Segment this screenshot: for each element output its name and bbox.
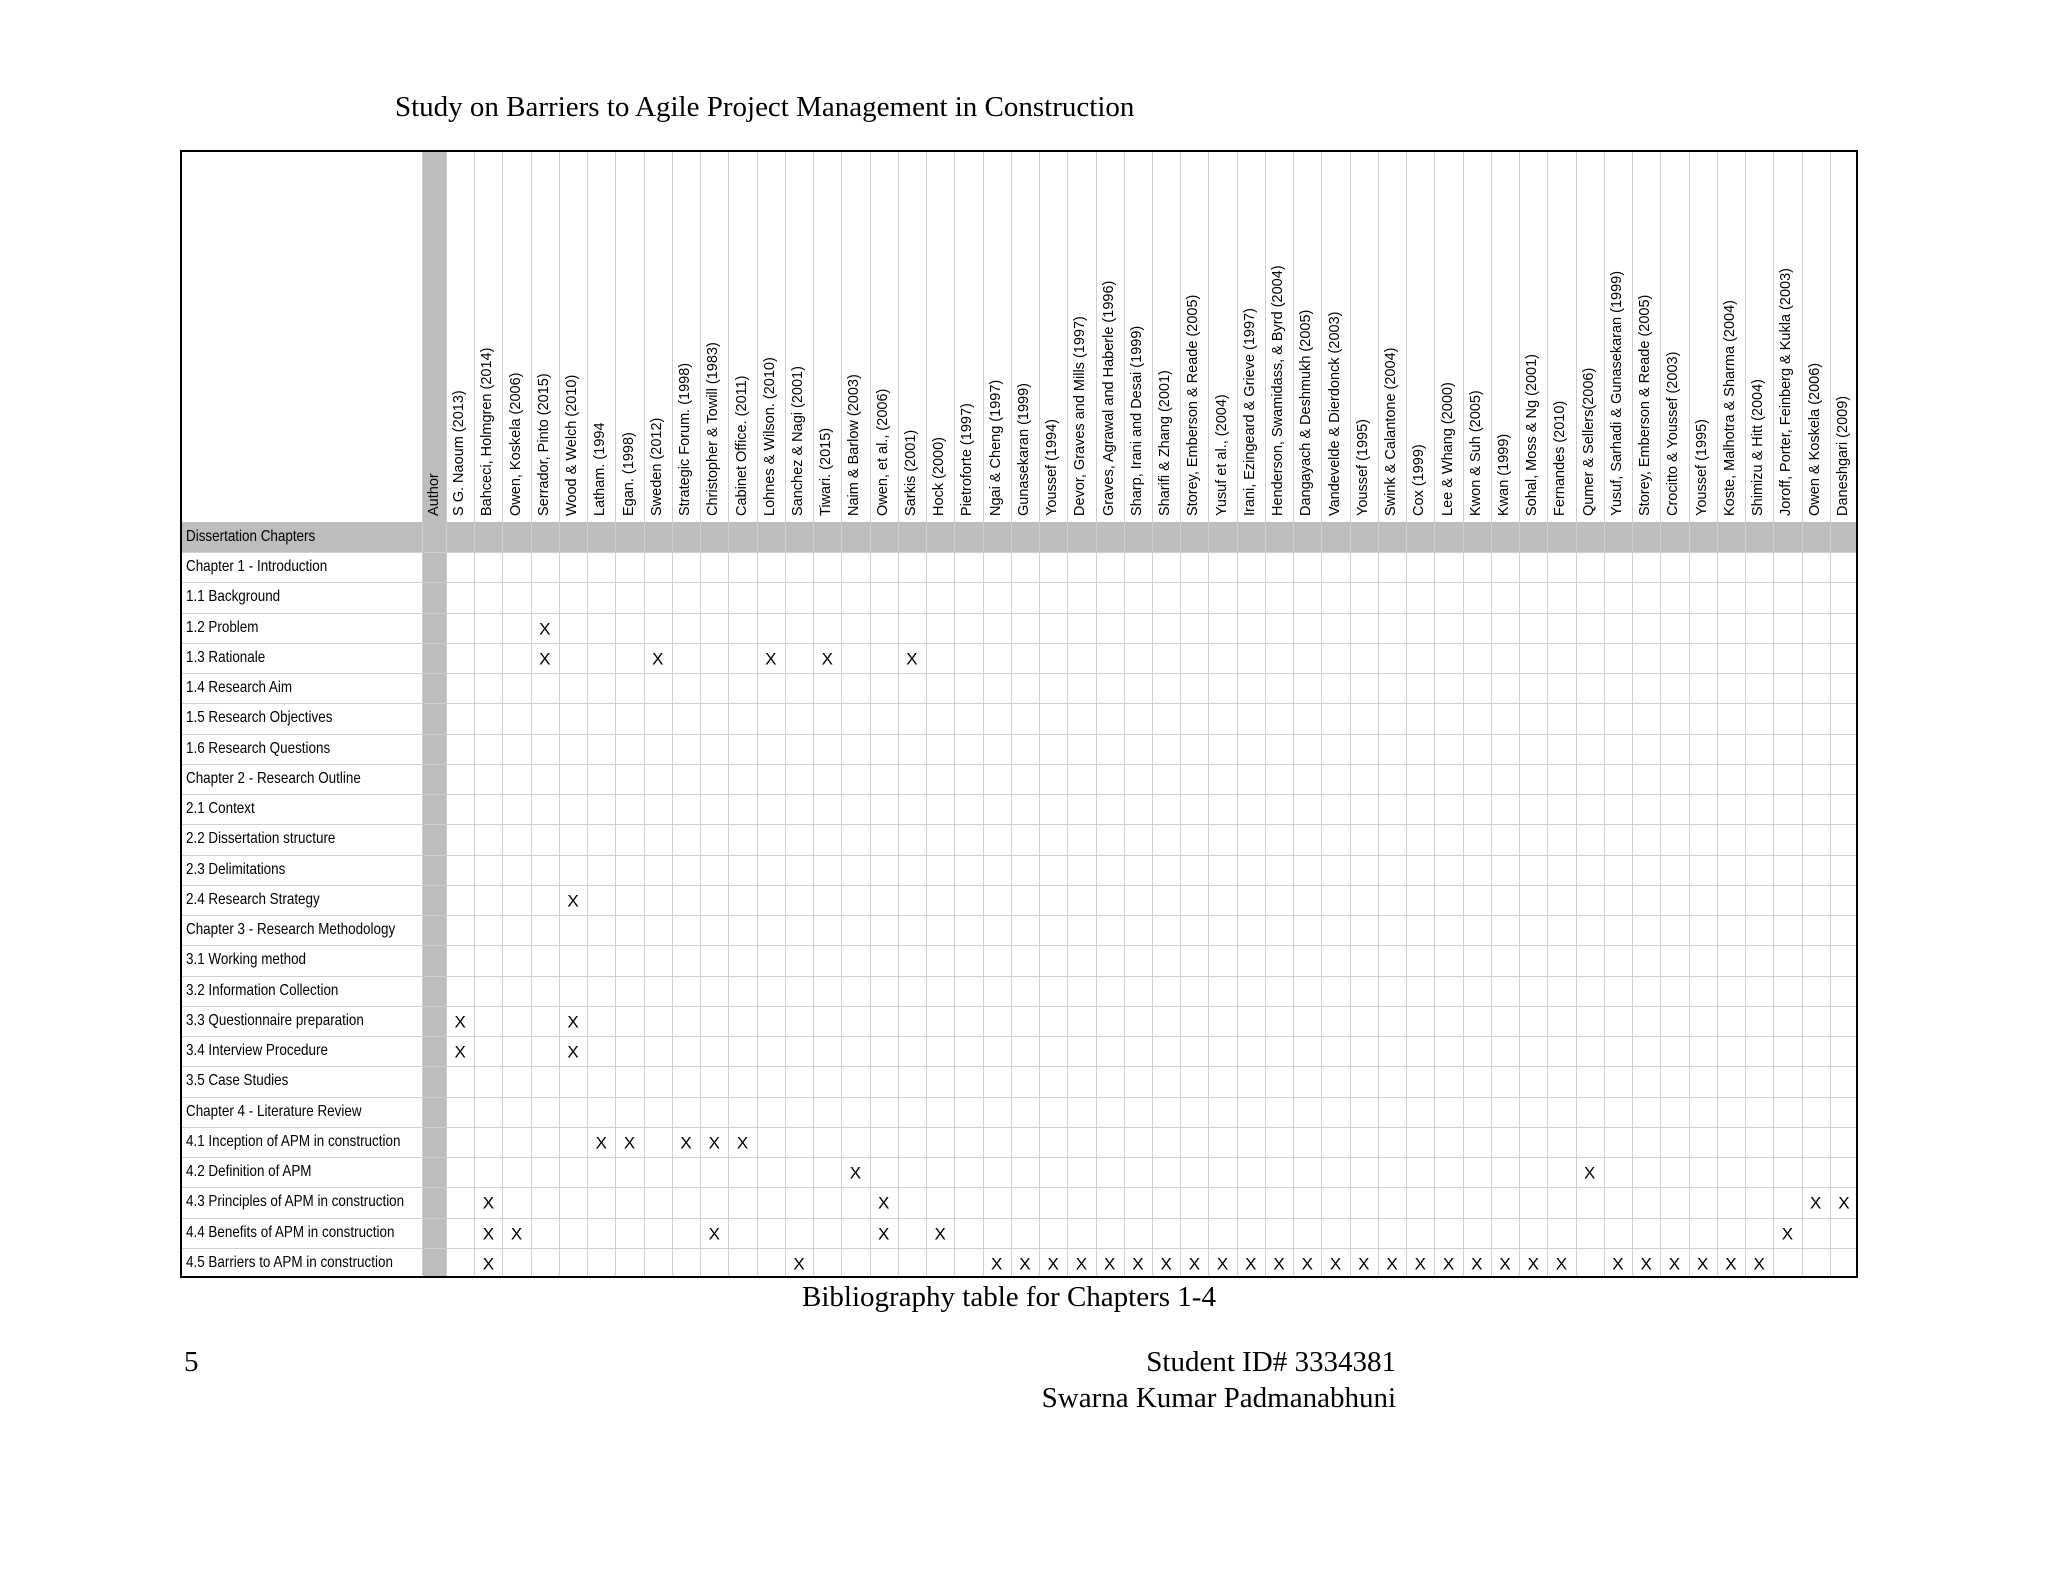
citation-mark: X (567, 891, 579, 911)
citation-mark: X (934, 1224, 946, 1244)
author-column-header: Wood & Welch (2010) (564, 374, 581, 516)
author-header: Author (426, 473, 442, 516)
author-column-header: Yusuf et al., (2004) (1213, 394, 1230, 516)
citation-mark: X (1781, 1224, 1794, 1244)
citation-mark: X (539, 619, 551, 639)
author-column-header: Latham. (1994 (592, 422, 609, 516)
author-column-header: Sharp, Irani and Desai (1999) (1128, 325, 1145, 516)
grid-hline (182, 885, 1856, 886)
grid-hline (182, 855, 1856, 856)
citation-mark: X (1301, 1254, 1313, 1274)
bibliography-table (180, 150, 1858, 1278)
grid-hline (182, 643, 1856, 644)
grid-vline (531, 152, 532, 1276)
grid-hline (182, 1248, 1856, 1249)
citation-mark: X (1075, 1254, 1088, 1274)
citation-mark: X (1216, 1254, 1229, 1274)
grid-hline (182, 552, 1856, 553)
author-column-header: Sweden (2012) (648, 417, 665, 516)
grid-vline (785, 152, 786, 1276)
citation-mark: X (1442, 1254, 1455, 1274)
grid-vline (1067, 152, 1068, 1276)
chapter-row-label: 1.1 Background (186, 588, 281, 606)
grid-vline (587, 152, 588, 1276)
grid-vline (728, 152, 729, 1276)
citation-mark: X (567, 1042, 579, 1062)
author-column-header: Graves, Agrawal and Haberle (1996) (1100, 280, 1117, 516)
citation-mark: X (1809, 1193, 1822, 1213)
citation-mark: X (821, 649, 833, 669)
grid-vline (1745, 152, 1746, 1276)
grid-vline (1604, 152, 1605, 1276)
citation-mark: X (878, 1193, 890, 1213)
author-column-header: Ngai & Cheng (1997) (987, 379, 1004, 516)
grid-hline (182, 824, 1856, 825)
grid-vline (1802, 152, 1803, 1276)
author-column-header: Bahceci, Holmgren (2014) (479, 347, 496, 516)
chapter-row-label: Chapter 1 - Introduction (186, 558, 328, 576)
grid-vline (1830, 152, 1831, 1276)
author-column-band (422, 152, 446, 1276)
grid-vline (1180, 152, 1181, 1276)
chapters-header-band (182, 522, 1856, 552)
citation-mark: X (454, 1012, 466, 1032)
grid-vline (1152, 152, 1153, 1276)
grid-hline (182, 976, 1856, 977)
author-column-header: Owen, Koskela (2006) (507, 372, 524, 516)
citation-mark: X (1245, 1254, 1257, 1274)
grid-vline (1406, 152, 1407, 1276)
author-column-header: Serrador, Pinto (2015) (535, 373, 552, 516)
author-column-header: Joroff, Porter, Feinberg & Kukla (2003) (1778, 268, 1795, 516)
grid-vline (1547, 152, 1548, 1276)
citation-mark: X (765, 649, 777, 669)
chapter-row-label: 2.1 Context (186, 800, 255, 818)
chapter-row-label: 4.2 Definition of APM (186, 1163, 312, 1181)
page-number: 5 (184, 1346, 199, 1378)
citation-mark: X (567, 1012, 579, 1032)
author-column-header: Storey, Emberson & Reade (2005) (1185, 294, 1202, 516)
grid-vline (672, 152, 673, 1276)
citation-mark: X (708, 1133, 720, 1153)
grid-hline (182, 945, 1856, 946)
citation-mark: X (482, 1254, 495, 1274)
grid-hline (182, 582, 1856, 583)
author-column-header: Sarkis (2001) (902, 429, 919, 516)
author-column-header: Sanchez & Nagi (2001) (790, 366, 806, 516)
grid-vline (559, 152, 560, 1276)
grid-vline (1576, 152, 1577, 1276)
citation-mark: X (906, 649, 918, 669)
dissertation-chapters-header: Dissertation Chapters (186, 528, 316, 545)
grid-hline (182, 613, 1856, 614)
author-column-header: Christopher & Towill (1983) (705, 342, 722, 516)
grid-vline (1096, 152, 1097, 1276)
citation-mark: X (1160, 1254, 1172, 1274)
author-column-header: Henderson, Swamidass, & Byrd (2004) (1270, 265, 1287, 516)
grid-vline (1519, 152, 1520, 1276)
chapter-row-label: 4.5 Barriers to APM in construction (186, 1253, 393, 1271)
citation-mark: X (1753, 1254, 1765, 1274)
citation-mark: X (1725, 1254, 1737, 1274)
grid-vline (1208, 152, 1209, 1276)
author-column-header: Kwan (1999) (1496, 433, 1512, 516)
grid-hline (182, 794, 1856, 795)
table-caption: Bibliography table for Chapters 1-4 (802, 1281, 1216, 1313)
citation-mark: X (793, 1254, 805, 1274)
citation-mark: X (1499, 1254, 1511, 1274)
author-column-header: Qumer & Sellers(2006) (1580, 367, 1597, 516)
chapter-row-label: 1.6 Research Questions (186, 739, 331, 757)
citation-mark: X (595, 1133, 607, 1153)
grid-vline (1039, 152, 1040, 1276)
grid-vline (1660, 152, 1661, 1276)
author-column-header: Kwon & Suh (2005) (1467, 390, 1484, 516)
citation-mark: X (849, 1163, 862, 1183)
citation-mark: X (991, 1254, 1003, 1274)
author-column-header: Youssef (1995) (1693, 418, 1710, 516)
citation-mark: X (1329, 1254, 1342, 1274)
grid-hline (182, 673, 1856, 674)
chapter-row-label: 2.3 Delimitations (186, 860, 286, 878)
grid-vline (1321, 152, 1322, 1276)
chapter-row-label: 3.1 Working method (186, 951, 307, 969)
grid-vline (1632, 152, 1633, 1276)
grid-hline (182, 1157, 1856, 1158)
chapter-row-label: 4.3 Principles of APM in construction (186, 1193, 405, 1211)
chapter-row-label: 3.4 Interview Procedure (186, 1042, 328, 1060)
chapter-row-label: 4.1 Inception of APM in construction (186, 1132, 401, 1150)
citation-mark: X (1527, 1254, 1539, 1274)
citation-mark: X (680, 1133, 692, 1153)
chapter-row-label: 3.5 Case Studies (186, 1072, 289, 1090)
chapter-row-label: 1.4 Research Aim (186, 679, 293, 697)
grid-vline (898, 152, 899, 1276)
grid-vline (1378, 152, 1379, 1276)
citation-mark: X (1047, 1254, 1059, 1274)
author-column-header: Dangayach & Deshmukh (2005) (1298, 309, 1315, 516)
citation-mark: X (1103, 1254, 1116, 1274)
grid-hline (182, 703, 1856, 704)
grid-vline (1434, 152, 1435, 1276)
grid-vline (841, 152, 842, 1276)
grid-vline (1265, 152, 1266, 1276)
author-column-header: Youssef (1994) (1044, 418, 1061, 516)
citation-mark: X (482, 1193, 495, 1213)
author-column-header: Fernandes (2010) (1552, 400, 1569, 516)
grid-vline (954, 152, 955, 1276)
citation-mark: X (1132, 1254, 1144, 1274)
chapter-row-label: 3.3 Questionnaire preparation (186, 1011, 364, 1029)
author-column-header: Yusuf, Sarhadi & Gunasekaran (1999) (1608, 270, 1625, 516)
page-title: Study on Barriers to Agile Project Management in Construction (395, 91, 1135, 123)
citation-mark: X (1697, 1254, 1709, 1274)
author-column-header: Owen & Koskela (2006) (1806, 362, 1823, 516)
citation-mark: X (1584, 1163, 1596, 1183)
author-column-header: Crocitto & Youssef (2003) (1665, 351, 1682, 516)
author-column-header: Storey, Emberson & Reade (2005) (1637, 294, 1654, 516)
chapter-row-label: 1.5 Research Objectives (186, 709, 333, 727)
author-column-header: Irani, Ezingeard & Grieve (1997) (1241, 308, 1258, 516)
chapter-row-label: 1.3 Rationale (186, 648, 266, 666)
grid-vline (446, 152, 447, 1276)
citation-mark: X (1188, 1254, 1201, 1274)
author-column-header: Sohal, Moss & Ng (2001) (1524, 354, 1541, 516)
author-column-header: Strategic Forum. (1998) (677, 362, 694, 516)
citation-mark: X (1612, 1254, 1624, 1274)
chapter-row-label: Chapter 2 - Research Outline (186, 769, 361, 787)
author-column-header: Sharifi & Zhang (2001) (1157, 370, 1174, 516)
grid-vline (757, 152, 758, 1276)
grid-vline (926, 152, 927, 1276)
author-column-header: Youssef (1995) (1354, 418, 1371, 516)
grid-vline (700, 152, 701, 1276)
author-column-header: Cox (1999) (1411, 444, 1428, 516)
student-id: Student ID# 3334381 (1146, 1346, 1396, 1378)
citation-mark: X (539, 649, 551, 669)
author-column-header: Koste, Malhotra & Sharma (2004) (1721, 300, 1738, 516)
author-column-header: Pietroforte (1997) (959, 403, 976, 516)
author-column-header: Tiwari. (2015) (818, 427, 835, 516)
citation-mark: X (454, 1042, 466, 1062)
grid-hline (182, 1006, 1856, 1007)
author-column-header: Cabinet Office. (2011) (733, 375, 750, 516)
citation-mark: X (652, 649, 664, 669)
grid-hline (182, 734, 1856, 735)
grid-vline (502, 152, 503, 1276)
author-column-header: Swink & Calantone (2004) (1383, 347, 1400, 516)
grid-hline (182, 1066, 1856, 1067)
grid-hline (182, 1036, 1856, 1037)
citation-mark: X (1471, 1254, 1483, 1274)
grid-vline (870, 152, 871, 1276)
author-column-header: Egan. (1998) (620, 432, 637, 516)
author-column-header: Naim & Barlow (2003) (846, 374, 863, 516)
grid-vline (1293, 152, 1294, 1276)
citation-mark: X (482, 1224, 495, 1244)
citation-mark: X (510, 1224, 523, 1244)
grid-hline (182, 1097, 1856, 1098)
citation-mark: X (708, 1224, 720, 1244)
grid-vline (1773, 152, 1774, 1276)
citation-mark: X (1838, 1193, 1850, 1213)
grid-vline (1350, 152, 1351, 1276)
grid-vline (1463, 152, 1464, 1276)
citation-mark: X (1019, 1254, 1031, 1274)
citation-mark: X (1273, 1254, 1285, 1274)
citation-mark: X (878, 1224, 890, 1244)
grid-vline (1011, 152, 1012, 1276)
grid-vline (813, 152, 814, 1276)
author-column-header: Devor, Graves and Mills (1997) (1072, 316, 1089, 516)
citation-mark: X (623, 1133, 636, 1153)
grid-vline (983, 152, 984, 1276)
grid-vline (615, 152, 616, 1276)
grid-vline (1491, 152, 1492, 1276)
grid-hline (182, 1218, 1856, 1219)
grid-hline (182, 1127, 1856, 1128)
grid-vline (644, 152, 645, 1276)
citation-mark: X (736, 1133, 749, 1153)
grid-vline (1717, 152, 1718, 1276)
author-column-header: Hock (2000) (931, 437, 948, 516)
citation-mark: X (1640, 1254, 1652, 1274)
grid-hline (182, 1187, 1856, 1188)
grid-vline (1689, 152, 1690, 1276)
grid-hline (182, 915, 1856, 916)
author-column-header: S G. Naoum (2013) (451, 390, 468, 516)
author-column-header: Lee & Whang (2000) (1439, 382, 1456, 516)
citation-mark: X (1668, 1254, 1681, 1274)
author-column-header: Vandevelde & Dierdonck (2003) (1326, 311, 1343, 516)
author-column-header: Daneshgari (2009) (1834, 395, 1851, 516)
author-column-header: Shimizu & Hitt (2004) (1750, 379, 1767, 516)
chapter-row-label: 4.4 Benefits of APM in construction (186, 1223, 395, 1241)
author-column-header: Owen, et al., (2006) (874, 388, 891, 516)
author-column-header: Gunasekaran (1999) (1015, 383, 1032, 516)
grid-vline (1124, 152, 1125, 1276)
grid-vline (1237, 152, 1238, 1276)
author-column-header: Lohnes & Wilson. (2010) (761, 357, 778, 516)
chapter-row-label: Chapter 4 - Literature Review (186, 1102, 362, 1120)
grid-vline (422, 152, 423, 1276)
citation-mark: X (1555, 1254, 1568, 1274)
chapter-row-label: 2.2 Dissertation structure (186, 830, 336, 848)
grid-vline (474, 152, 475, 1276)
grid-hline (182, 764, 1856, 765)
citation-mark: X (1414, 1254, 1426, 1274)
citation-mark: X (1358, 1254, 1370, 1274)
chapter-row-label: Chapter 3 - Research Methodology (186, 921, 396, 939)
chapter-row-label: 1.2 Problem (186, 618, 259, 636)
chapter-row-label: 3.2 Information Collection (186, 981, 339, 999)
citation-mark: X (1386, 1254, 1398, 1274)
student-name: Swarna Kumar Padmanabhuni (1041, 1382, 1396, 1414)
chapter-row-label: 2.4 Research Strategy (186, 890, 320, 908)
